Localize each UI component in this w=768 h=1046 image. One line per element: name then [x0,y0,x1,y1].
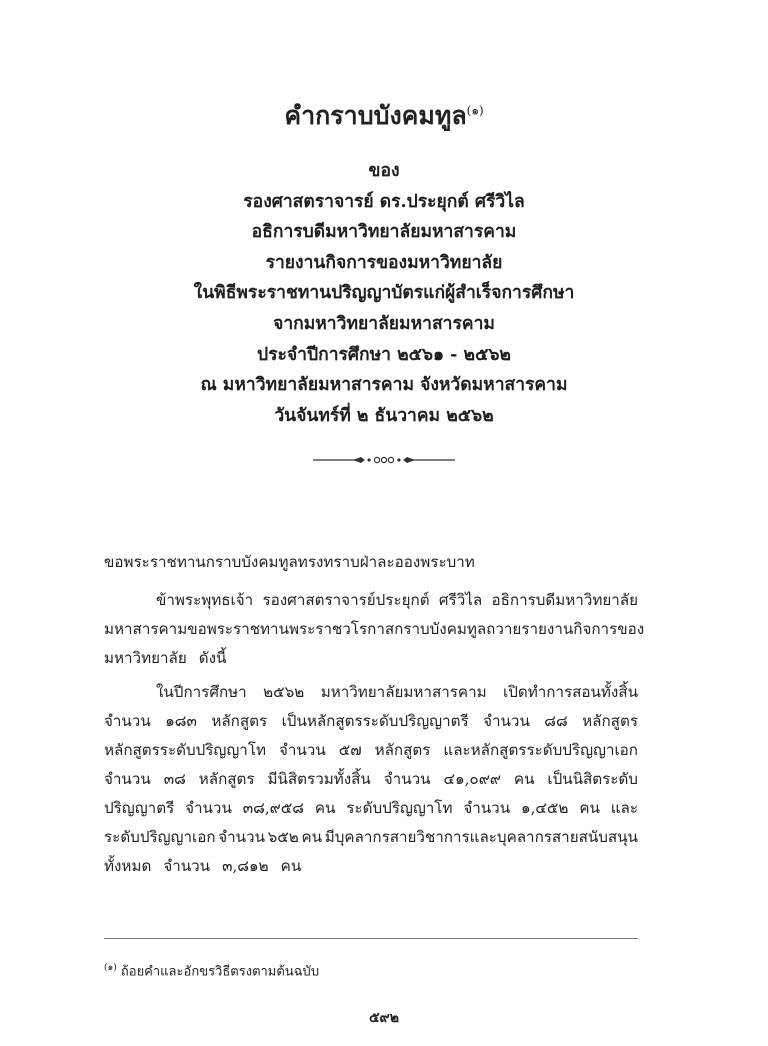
word: มีนิสิตรวมทั้งสิ้น [267,770,371,788]
footnote-divider [104,938,638,939]
header-line: รายงานกิจการของมหาวิทยาลัย [265,252,503,273]
text-line [104,794,638,823]
text-line [104,765,638,794]
word: จำนวน [218,828,265,846]
word: จำนวน [278,741,326,759]
footnote-text: ถ้อยคำและอักขรวิธีตรงตามต้นฉบับ [120,964,320,980]
word: ๓,๘๑๒ [222,857,269,875]
text-line [104,586,638,615]
word: หลักสูตร [211,712,268,730]
text-line [104,615,645,644]
word: มหาวิทยาลัยมหาสารคาม [320,683,487,701]
text-line [104,852,638,881]
word: ศรีวิไล [438,591,483,609]
word: หลักสูตร [374,741,431,759]
word: ขอพระราชทานพระราชวโรกาสกราบบังคมทูลถวายรายงานกิจการของ [187,620,645,638]
text-line [104,644,638,673]
word: จำนวน [104,770,151,788]
word: มหาวิทยาลัย [104,649,187,667]
header-line: ณ มหาวิทยาลัยมหาสารคาม จังหวัดมหาสารคาม [200,375,568,396]
word: หลักสูตร [582,712,638,730]
header-line: จากมหาวิทยาลัยมหาสารคาม [273,313,495,334]
word: คน [280,857,302,875]
header-line: อธิการบดีมหาวิทยาลัยมหาสารคาม [251,222,517,243]
word: ระดับปริญญาโท [346,799,453,817]
word: ดังนี้ [198,649,227,667]
word: เปิดทำการสอนทั้งสิ้น [503,683,638,701]
word: ๕๗ [338,741,362,759]
word: ๘๘ [544,712,568,730]
header-line: ในพิธีพระราชทานปริญญาบัตรแก่ผู้สำเร็จการศึกษา [193,283,575,304]
text-line [104,736,638,765]
header-line: รองศาสตราจารย์ ดร.ประยุกต์ ศรีวิไล [243,191,525,212]
text-line [104,707,638,736]
word: อธิการบดีมหาวิทยาลัย [491,591,638,609]
title-footnote-marker: (๑) [466,103,484,118]
word: คน [314,799,336,817]
word: ๖๕๒ [267,828,299,846]
word: จำนวน [463,799,511,817]
word: ๑,๔๕๒ [520,799,569,817]
word: คน [513,770,535,788]
header-line: ของ [368,161,400,181]
word: เป็นหลักสูตรระดับปริญญาตรี [281,712,469,730]
ornament-divider [0,452,768,471]
ornament-divider-icon [309,453,459,467]
word: มีบุคลากรสายวิชาการและบุคลากรสายสนับสนุน [324,828,638,846]
word: เป็นนิสิตระดับ [547,770,638,788]
word: ๑๘๓ [165,712,197,730]
word: ๒๕๖๒ [263,683,305,701]
word: รองศาสตราจารย์ประยุกต์ [262,591,430,609]
page-title [0,96,768,136]
paragraph-report-intro [104,586,645,673]
word: มหาสารคาม [104,620,188,638]
title-text: คำกราบบังคมทูล [284,101,467,130]
word: และ [610,799,638,817]
word: หลักสูตรระดับปริญญาโท [104,741,266,759]
paragraph-statistics [104,678,638,881]
footnote [104,960,319,981]
word: ๔๑,๐๙๙ [443,770,501,788]
page-number: ๕๙๒ [368,1010,400,1026]
header-block [0,156,768,431]
text-line [104,823,638,852]
word: คน [579,799,600,817]
header-line: ประจำปีการศึกษา ๒๕๖๑ - ๒๕๖๒ [257,344,511,365]
word: ๓๘,๙๕๘ [242,799,304,817]
word: และหลักสูตรระดับปริญญาเอก [443,741,638,759]
word: ระดับปริญญาเอก [104,828,216,846]
word: ในปีการศึกษา [156,683,247,701]
word: จำนวน [185,799,232,817]
salutation: ขอพระราชทานกราบบังคมทูลทรงทราบฝ่าละอองพระบาท [104,553,475,571]
word: คน [301,828,323,846]
word: จำนวน [104,712,151,730]
header-line: วันจันทร์ที่ ๒ ธันวาคม ๒๕๖๒ [274,405,494,426]
word: ข้าพระพุทธเจ้า [156,591,254,609]
word: ทั้งหมด [104,857,152,875]
word: ๓๘ [163,770,186,788]
word: จำนวน [163,857,211,875]
word: จำนวน [483,712,530,730]
text-line [104,678,638,707]
footnote-marker: (๑) [104,963,117,973]
word: ปริญญาตรี [104,799,175,817]
word: หลักสูตร [198,770,255,788]
word: จำนวน [383,770,431,788]
